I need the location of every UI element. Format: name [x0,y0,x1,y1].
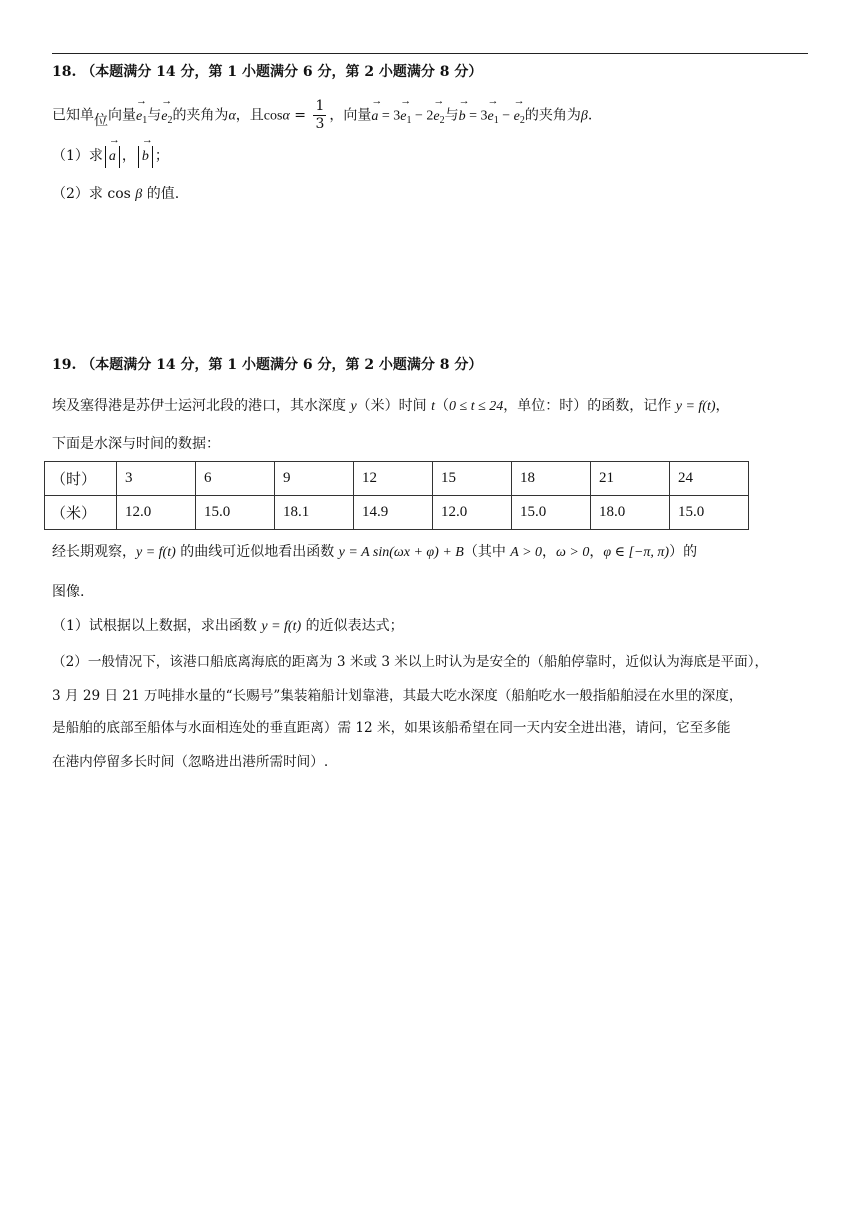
table-cell: 18.0 [591,496,670,530]
condition-phi: φ ∈ [−π, π) [603,545,670,560]
table-cell: 12.0 [117,496,196,530]
vector-e2: → e [514,107,520,127]
table-cell: 12 [354,462,433,496]
q19-part1-text: 的近似表达式； [301,618,404,634]
q18-heading: 18. （本题满分 14 分，第 1 小题满分 6 分，第 2 小题满分 8 分） [52,64,483,80]
q18-stem-text: 与 [444,107,459,124]
q19-line4: 图像. [52,584,85,600]
time-range: 0 ≤ t ≤ 24 [449,399,504,414]
vector-e1: → e [488,107,494,127]
table-cell: 3 [117,462,196,496]
q19-part2-line2: 3 月 29 日 21 万吨排水量的“长赐号”集装箱船计划靠港，其最大吃水深度（船舶吃水一般指船舶浸在水里的深度， [52,688,743,704]
beta-symbol: β [135,187,143,202]
q19-part1 [52,616,404,637]
q19-text: ）的 [669,544,698,560]
alpha-symbol: α [282,108,290,124]
q18-stem-text: 的夹角为 [172,107,229,124]
table-row-depths [45,496,749,530]
comma: ， [121,148,136,164]
q18-part1 [52,146,169,168]
equals-sign: = [289,107,311,124]
condition-a: A > 0 [510,545,543,560]
vector-a: → a [371,107,378,127]
q19-text: 经长期观察， [52,544,136,560]
q18-stem-text: 位 [94,112,108,129]
q18-stem-text: 向量 [108,107,136,124]
table-cell: 21 [591,462,670,496]
top-divider [52,53,808,54]
q19-part2-line1: （2）一般情况下，该港口船底离海底的距离为 3 米或 3 米以上时认为是安全的（船舶停靠时，近似认为海底是平面）， [52,654,769,670]
vector-e1: → e [400,107,406,127]
a-expression: = 3 [378,108,401,124]
q18-stem: 已知单位向量→ $e_1$与→ $e_2$的夹角为α，且cosα = $\frac{1}{3}$ ，向量→ $a = 3\to e_1 - 2\to e_2$与→ $b = 3\to e_1$ − → $e_2$的夹角为β. [52,98,592,133]
function-notation: y = f(t) [136,545,176,560]
q19-line2: 下面是水深与时间的数据： [52,436,220,452]
q19-text: 的曲线可近似地看出函数 [175,544,339,560]
condition-omega: ω > 0 [556,545,590,560]
q19-part1-text: （1）试根据以上数据，求出函数 [52,618,262,634]
table-cell: 15.0 [196,496,275,530]
q18-stem-text: ，向量 [329,107,372,124]
table-cell: 18.1 [275,496,354,530]
q18-stem-text: 与 [147,107,162,124]
vector-e1: → e [136,107,142,127]
vector-b: → b [459,107,466,127]
table-cell: 9 [275,462,354,496]
q19-text: 埃及塞得港是苏伊士运河北段的港口，其水深度 [52,398,351,414]
table-cell: 15.0 [512,496,591,530]
q18-stem-text: ，且 [235,107,264,124]
row-header-depth: （米） [45,496,117,530]
q18-stem-text: 已知单 [52,107,94,124]
b-expression: = 3 [465,108,488,124]
q19-text: （ [435,398,450,414]
var-y: y [350,399,357,414]
table-cell: 18 [512,462,591,496]
beta-symbol: β [580,108,588,124]
q19-line1 [52,396,730,417]
row-header-hours: （时） [45,462,117,496]
vector-e2: → e [161,107,167,127]
cos-symbol: cos [263,108,283,124]
table-cell: 15.0 [670,496,749,530]
fraction-one-third: $\frac{1}{3}$ [315,98,325,132]
semicolon: ； [154,148,169,164]
q19-text: ，单位：时）的函数，记作 [503,398,676,414]
period: . [587,107,593,124]
q19-part2-line3: 是船舶的底部至船体与水面相连处的垂直距离）需 12 米，如果该船希望在同一天内安全进出港，请问，它至多能 [52,720,731,736]
q19-heading: 19. （本题满分 14 分，第 1 小题满分 6 分，第 2 小题满分 8 分） [52,357,483,373]
table-cell: 6 [196,462,275,496]
comma: ， [589,544,604,560]
function-notation: y = f(t) [675,399,716,414]
b-expression: − [498,108,514,124]
table-cell: 12.0 [433,496,512,530]
q19-line3 [52,542,697,563]
q19-part2-line4: 在港内停留多长时间（忽略进出港所需时间）. [52,754,329,770]
table-cell: 15 [433,462,512,496]
var-t: t [431,399,436,414]
magnitude-a: → a [105,146,120,168]
q18-part2-end: 的值. [142,186,180,202]
q19-text: （其中 [463,544,511,560]
q18-part2-label: （2）求 cos [52,186,131,202]
table-row-hours [45,462,749,496]
q18-part2 [52,184,179,205]
vector-e2: → e [433,107,439,127]
depth-data-table [44,461,749,530]
a-expression: − 2 [411,108,434,124]
table-cell: 24 [670,462,749,496]
q18-part1-label: （1）求 [52,148,103,164]
alpha-symbol: α [228,108,236,124]
q19-text: （米）时间 [356,398,432,414]
q18-stem-text: 的夹角为 [524,107,581,124]
q19-text: ， [715,398,730,414]
comma: ， [542,544,557,560]
function-notation: y = f(t) [261,619,302,634]
magnitude-b: → b [138,146,153,168]
sine-model: y = A sin(ωx + φ) + B [338,545,464,560]
table-cell: 14.9 [354,496,433,530]
